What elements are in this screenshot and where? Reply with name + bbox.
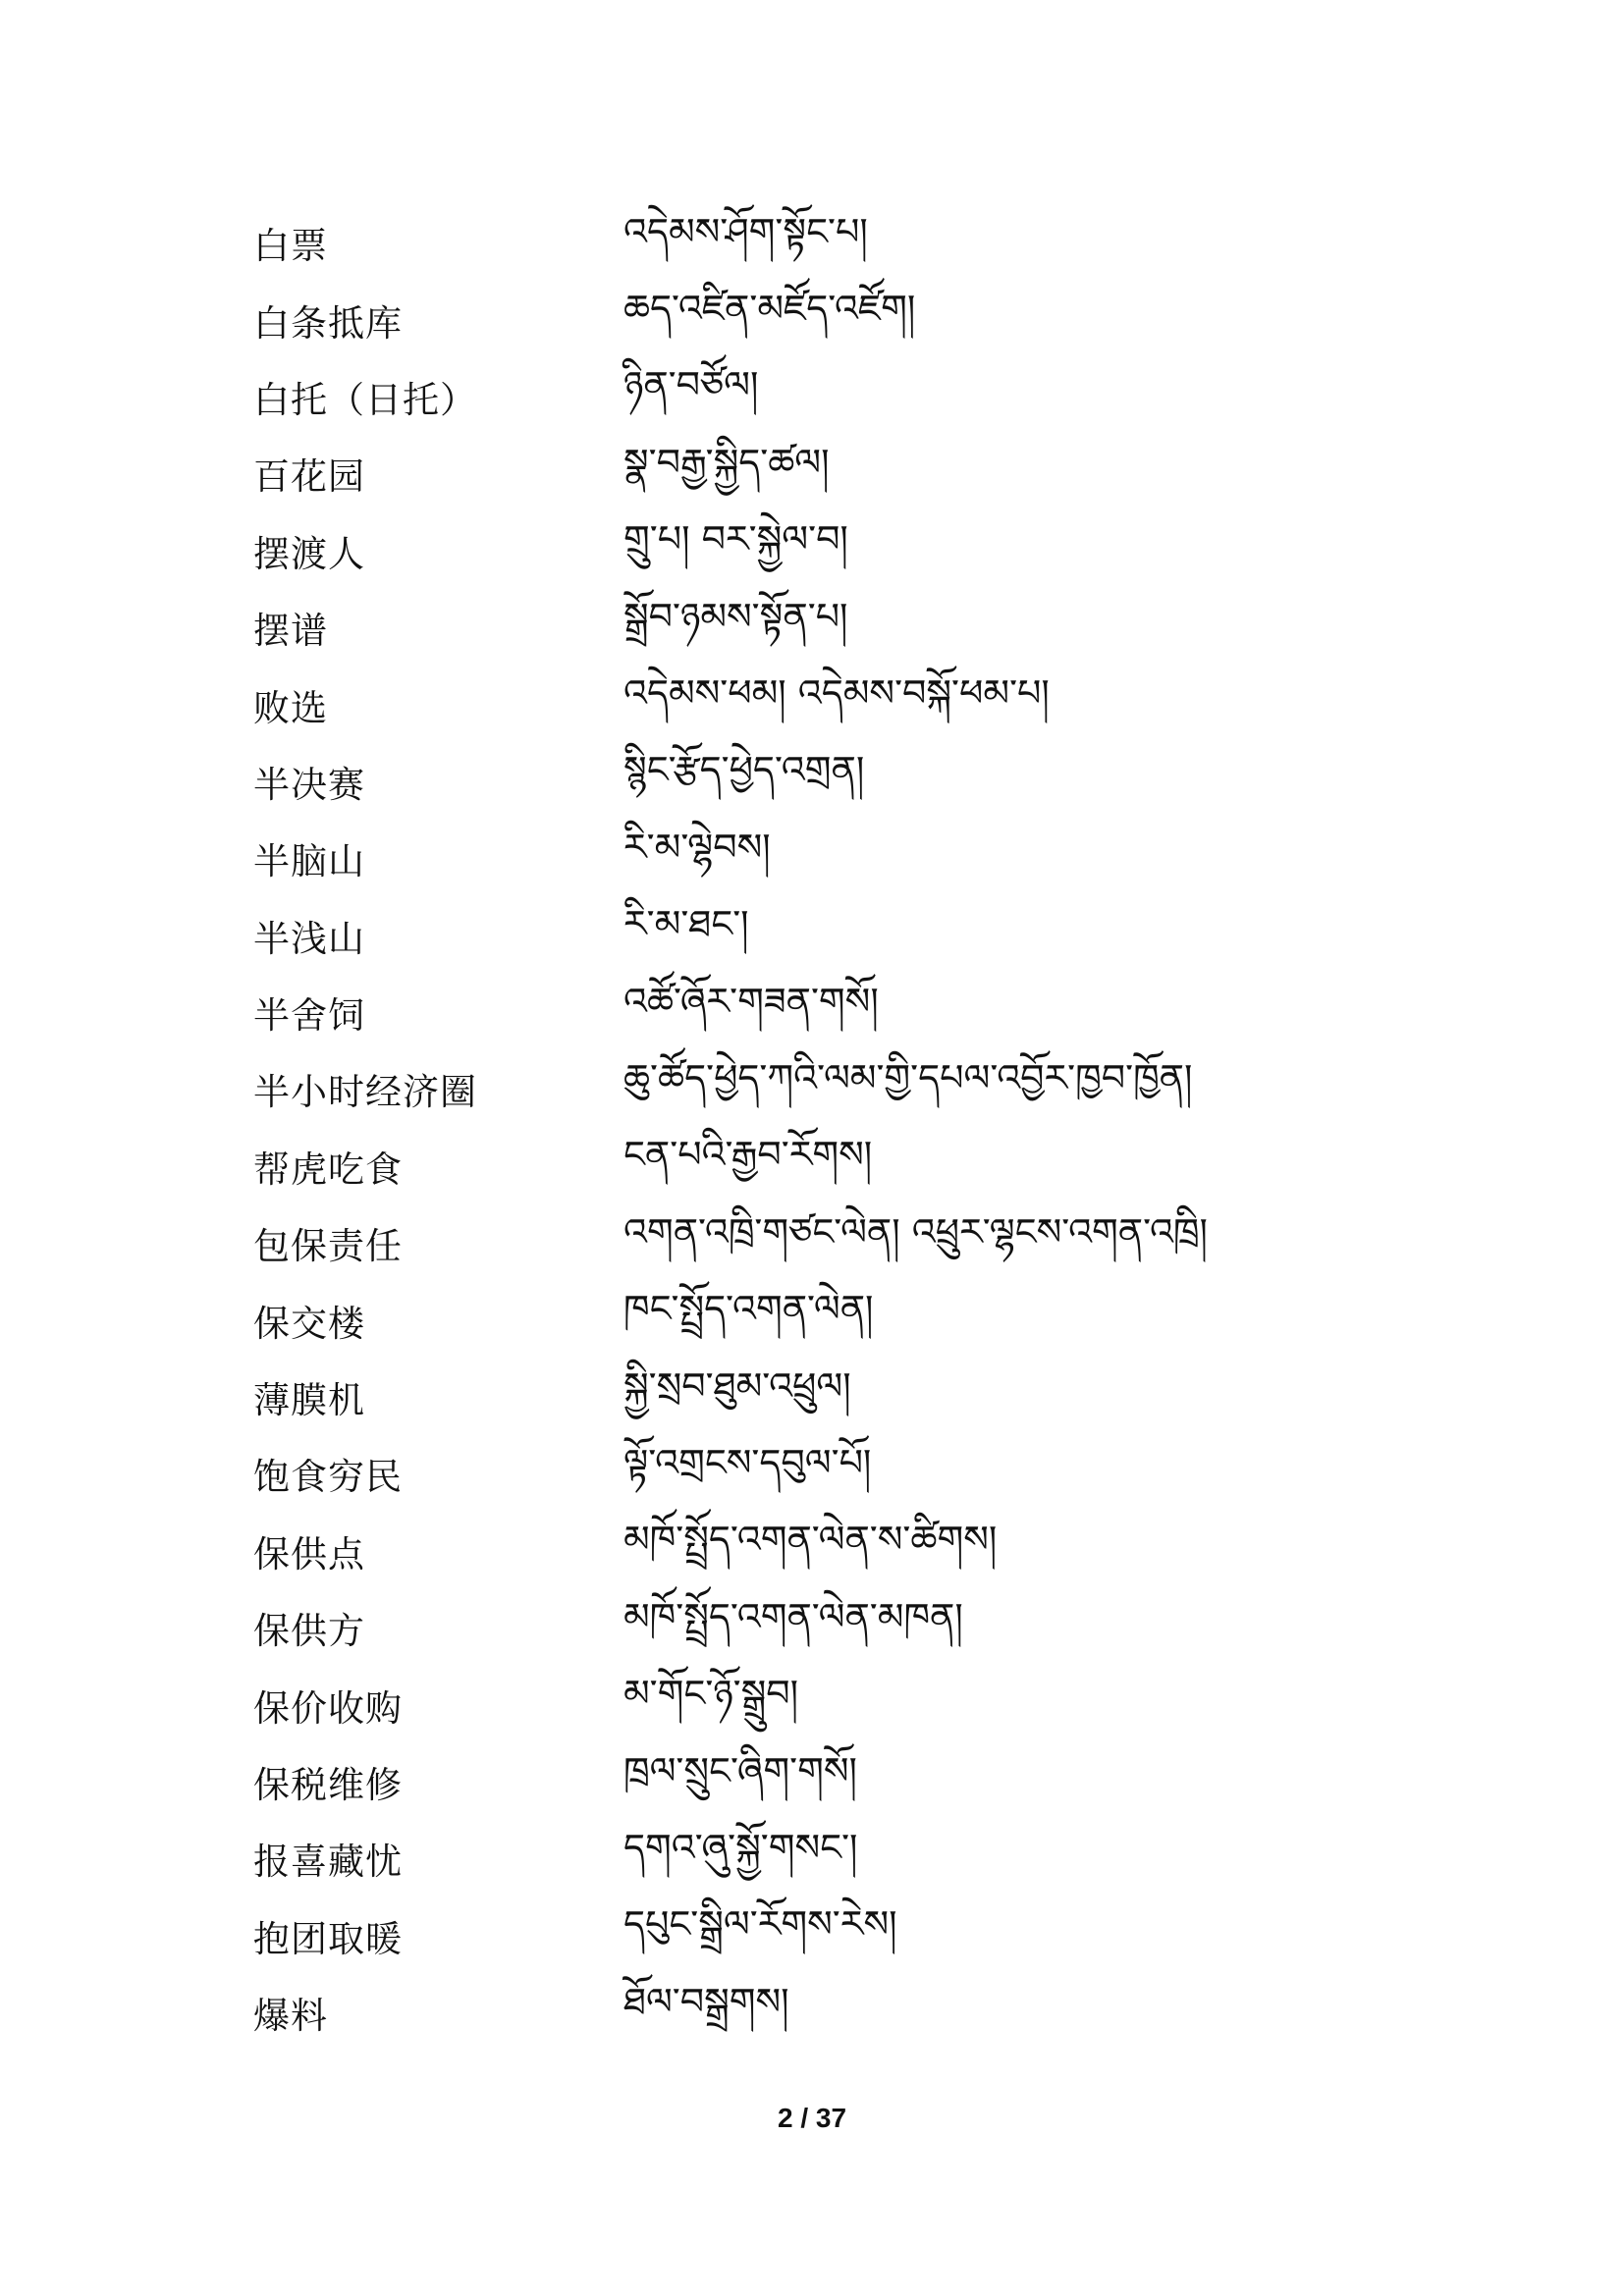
tibetan-translation: རི་མ་ཐང་། — [623, 902, 749, 946]
chinese-term: 半脑山 — [253, 840, 365, 883]
tibetan-translation: རི་མ་ལྷེབས། — [623, 825, 771, 869]
tibetan-translation: འདེམས་ཤོག་སྟོང་པ། — [623, 209, 868, 253]
tibetan-translation: གྲུ་པ། བར་སྐྱེལ་བ། — [623, 517, 848, 561]
chinese-term: 抱团取暖 — [253, 1917, 403, 1960]
chinese-term: 白票 — [253, 225, 328, 268]
tibetan-translation: དཔུང་སྒྲིལ་རོགས་རེས། — [623, 1902, 897, 1947]
chinese-term: 百花园 — [253, 455, 365, 499]
chinese-term: 半小时经济圈 — [253, 1071, 477, 1114]
tibetan-translation: ངན་པའི་རྒྱབ་རོགས། — [623, 1133, 873, 1177]
chinese-term: 保供点 — [253, 1532, 365, 1575]
tibetan-translation: ཆད་འཛིན་མཛོད་འཛོག། — [623, 287, 916, 331]
tibetan-translation: སྒྲོབ་ཉམས་སྟོན་པ། — [623, 594, 848, 638]
chinese-term: 保交楼 — [253, 1302, 365, 1345]
glossary-list — [253, 204, 1382, 2051]
tibetan-translation: མཁོ་སྤྲོད་འགན་ལེན་ས་ཚིགས། — [623, 1518, 998, 1562]
chinese-term: 半浅山 — [253, 917, 365, 960]
chinese-term: 半决赛 — [253, 763, 365, 806]
chinese-term: 白托（日托） — [253, 378, 477, 421]
chinese-term: 摆渡人 — [253, 532, 365, 575]
chinese-term: 摆谱 — [253, 610, 328, 653]
tibetan-translation: ཆུ་ཚོད་ཕྱེད་ཀའི་ལམ་གྱི་དཔལ་འབྱོར་ཁྱབ་ཁྱོན། — [623, 1056, 1193, 1099]
tibetan-translation: འཚོ་ཞོར་གཟན་གསོ། — [623, 979, 879, 1023]
tibetan-translation: འདེམས་ཕམ། འདེམས་བསྐོ་ཕམ་པ། — [623, 671, 1050, 716]
chinese-term: 白条抵库 — [253, 301, 403, 345]
glossary-entry — [253, 1974, 1382, 2051]
tibetan-translation: ཁང་སྤྲོད་འགན་ལེན། — [623, 1287, 874, 1331]
tibetan-translation: ཉིན་བཙོལ། — [623, 363, 759, 407]
tibetan-translation: ཐོལ་བསྒྲགས། — [623, 1979, 789, 2023]
chinese-term: 薄膜机 — [253, 1379, 365, 1422]
page-number: 2 / 37 — [777, 2103, 847, 2133]
tibetan-translation: འགན་འཁྲི་གཙང་ལེན། འཕྲུར་ལྷངས་འགན་འཁྲི། — [623, 1209, 1208, 1254]
tibetan-translation: སྐྱི་སྲབ་ཐུམ་འཕྲུལ། — [623, 1363, 851, 1408]
chinese-term: 半舍饲 — [253, 994, 365, 1038]
chinese-term: 保供方 — [253, 1610, 365, 1653]
tibetan-translation: སྙིང་རྩོད་ཕྱེད་འགྲན། — [623, 748, 865, 792]
chinese-term: 保税维修 — [253, 1764, 403, 1806]
tibetan-translation: ལྟོ་འགྲངས་དབུལ་པོ། — [623, 1440, 872, 1484]
chinese-term: 帮虎吃食 — [253, 1148, 403, 1191]
tibetan-translation: མཁོ་སྤྲོད་འགན་ལེན་མཁན། — [623, 1594, 963, 1638]
chinese-term: 保价收购 — [253, 1686, 403, 1730]
tibetan-translation: མ་གོང་ཉོ་སྒྲུབ། — [623, 1672, 799, 1716]
chinese-term: 败选 — [253, 686, 328, 729]
chinese-term: 饱食穷民 — [253, 1456, 403, 1499]
chinese-term: 包保责任 — [253, 1225, 403, 1268]
chinese-term: 爆料 — [253, 1995, 328, 2038]
chinese-term: 报喜藏忧 — [253, 1841, 403, 1884]
tibetan-translation: དགའ་ཞུ་སྐྱོ་གསང་། — [623, 1825, 858, 1869]
tibetan-translation: སྣ་བརྒྱ་སྐྱིད་ཚལ། — [623, 440, 830, 484]
tibetan-translation: ཁྲལ་སྲུང་ཞིག་གསོ། — [623, 1748, 857, 1792]
